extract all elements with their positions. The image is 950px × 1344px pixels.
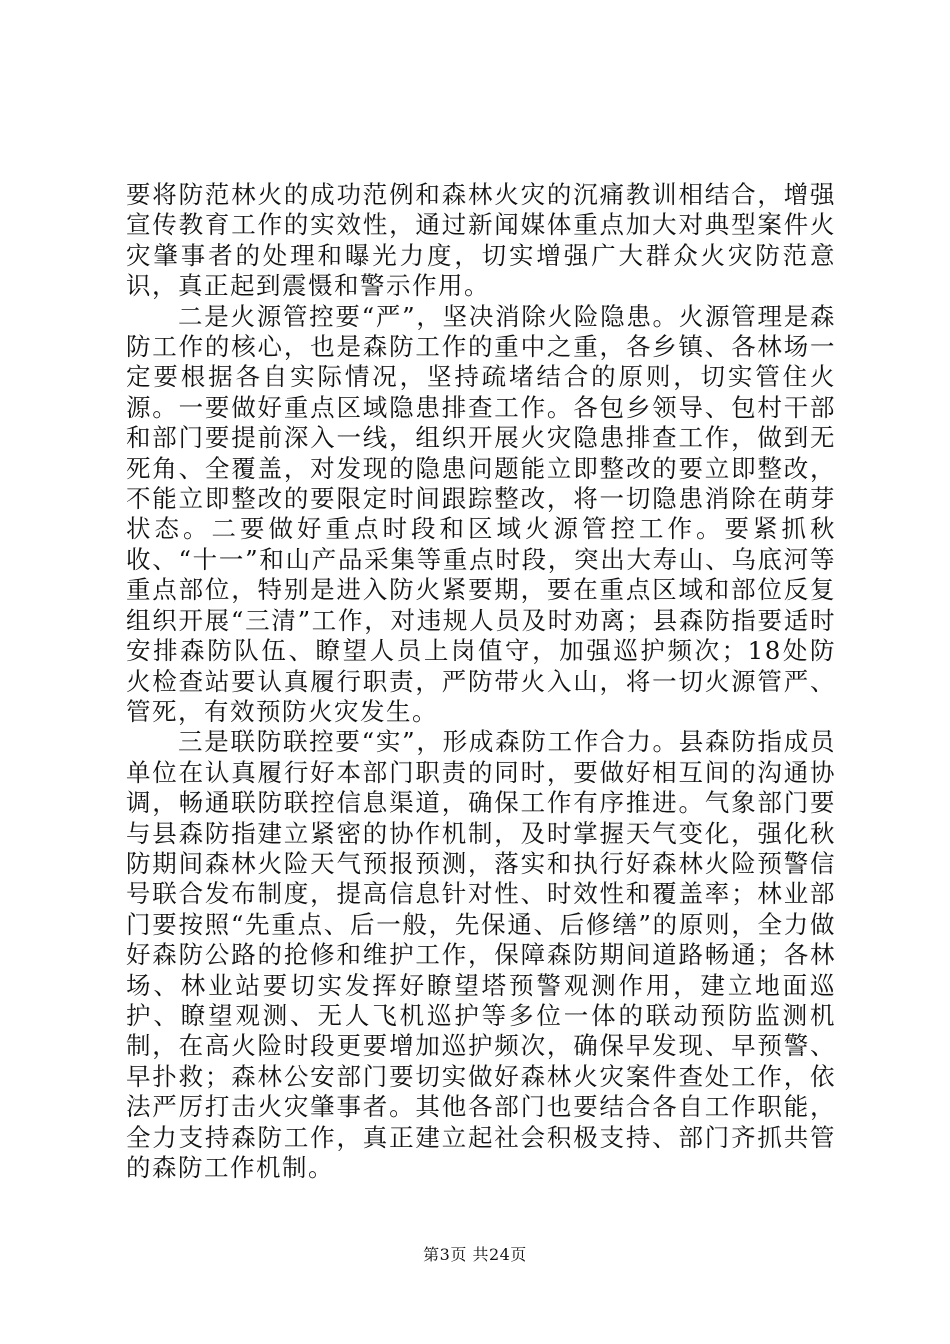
page-footer: 第3页 共24页 — [423, 1245, 527, 1264]
document-body — [126, 180, 836, 1183]
paragraph-1: 要将防范林火的成功范例和森林火灾的沉痛教训相结合，增强宣传教育工作的实效性，通过新闻媒体重点加大对典型案件火灾肇事者的处理和曝光力度，切实增强广大群众火灾防范意识，真正起到震慑和警示作用。 — [126, 180, 836, 301]
paragraph-3: 三是联防联控要“实”，形成森防工作合力。县森防指成员单位在认真履行好本部门职责的同时，要做好相互间的沟通协调，畅通联防联控信息渠道，确保工作有序推进。气象部门要与县森防指建立紧密的协作机制，及时掌握天气变化，强化秋防期间森林火险天气预报预测，落实和执行好森林火险预警信号联合发布制度，提高信息针对性、时效性和覆盖率；林业部门要按照“先重点、后一般，先保通、后修缮”的原则，全力做好森防公路的抢修和维护工作，保障森防期间道路畅通；各林场、林业站要切实发挥好瞭望塔预警观测作用，建立地面巡护、瞭望观测、无人飞机巡护等多位一体的联动预防监测机制，在高火险时段更要增加巡护频次，确保早发现、早预警、早扑救；森林公安部门要切实做好森林火灾案件查处工作，依法严厉打击火灾肇事者。其他各部门也要结合各自工作职能，全力支持森防工作，真正建立起社会积极支持、部门齐抓共管的森防工作机制。 — [126, 727, 836, 1182]
paragraph-2: 二是火源管控要“严”，坚决消除火险隐患。火源管理是森防工作的核心，也是森防工作的重中之重，各乡镇、各林场一定要根据各自实际情况，坚持疏堵结合的原则，切实管住火源。一要做好重点区域隐患排查工作。各包乡领导、包村干部和部门要提前深入一线，组织开展火灾隐患排查工作，做到无死角、全覆盖，对发现的隐患问题能立即整改的要立即整改，不能立即整改的要限定时间跟踪整改，将一切隐患消除在萌芽状态。二要做好重点时段和区域火源管控工作。要紧抓秋收、“十一”和山产品采集等重点时段，突出大寿山、乌底河等重点部位，特别是进入防火紧要期，要在重点区域和部位反复组织开展“三清”工作，对违规人员及时劝离；县森防指要适时安排森防队伍、瞭望人员上岗值守，加强巡护频次；18处防火检查站要认真履行职责，严防带火入山，将一切火源管严、管死，有效预防火灾发生。 — [126, 301, 836, 726]
